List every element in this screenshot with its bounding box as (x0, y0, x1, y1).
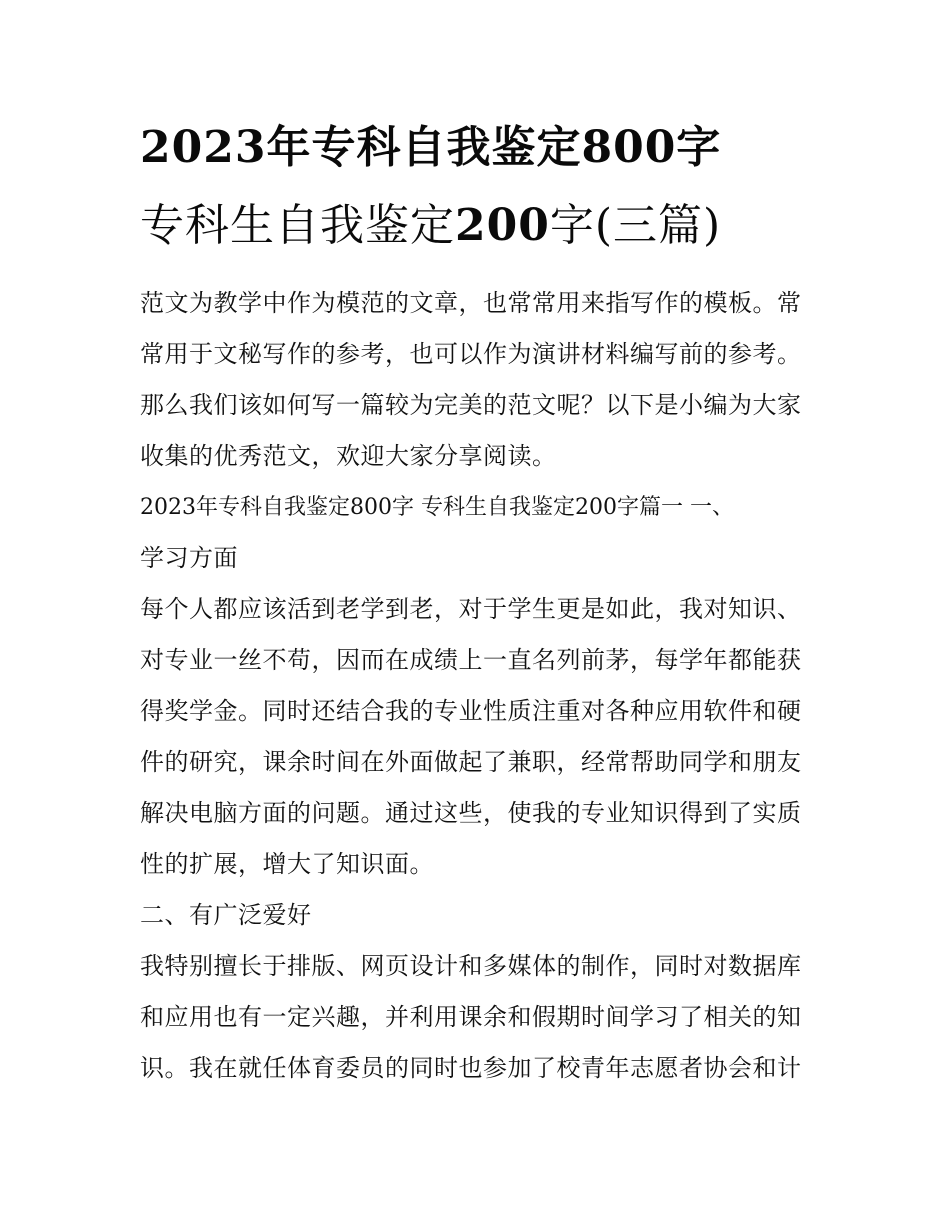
document-body (140, 278, 812, 1094)
section-heading-line: 学习方面 (140, 544, 238, 572)
section-heading-line: 2023年专科自我鉴定800字 专科生自我鉴定200字篇一 一、 (140, 495, 734, 520)
section-heading-line: 二、有广泛爱好 (140, 901, 312, 929)
document-title-line-2 (140, 196, 820, 256)
body-line: 常用于文秘写作的参考，也可以作为演讲材料编写前的参考。 (140, 340, 802, 368)
body-line: 收集的优秀范文，欢迎大家分享阅读。 (140, 442, 557, 470)
document-title-line-1: 2023年专科自我鉴定800字 (140, 122, 722, 173)
body-line: 范文为教学中作为模范的文章，也常常用来指写作的模板。常 (140, 289, 802, 317)
title-line-2-number: 200 (455, 200, 550, 251)
body-line: 每个人都应该活到老学到老，对于学生更是如此，我对知识、 (140, 595, 802, 623)
title-line-2-suffix: 字(三篇) (549, 200, 722, 251)
body-line: 解决电脑方面的问题。通过这些，使我的专业知识得到了实质 (140, 799, 802, 827)
body-line: 件的研究，课余时间在外面做起了兼职，经常帮助同学和朋友 (140, 748, 802, 776)
body-line: 对专业一丝不苟，因而在成绩上一直名列前茅，每学年都能获 (140, 646, 802, 674)
body-line: 性的扩展，增大了知识面。 (140, 850, 434, 878)
body-line: 那么我们该如何写一篇较为完美的范文呢？以下是小编为大家 (140, 391, 802, 419)
body-line: 得奖学金。同时还结合我的专业性质注重对各种应用软件和硬 (140, 697, 802, 725)
title-line-2-prefix: 专科生自我鉴定 (140, 200, 455, 251)
body-line: 识。我在就任体育委员的同时也参加了校青年志愿者协会和计 (140, 1054, 802, 1082)
body-line: 和应用也有一定兴趣，并利用课余和假期时间学习了相关的知 (140, 1003, 802, 1031)
body-line: 我特别擅长于排版、网页设计和多媒体的制作，同时对数据库 (140, 952, 802, 980)
